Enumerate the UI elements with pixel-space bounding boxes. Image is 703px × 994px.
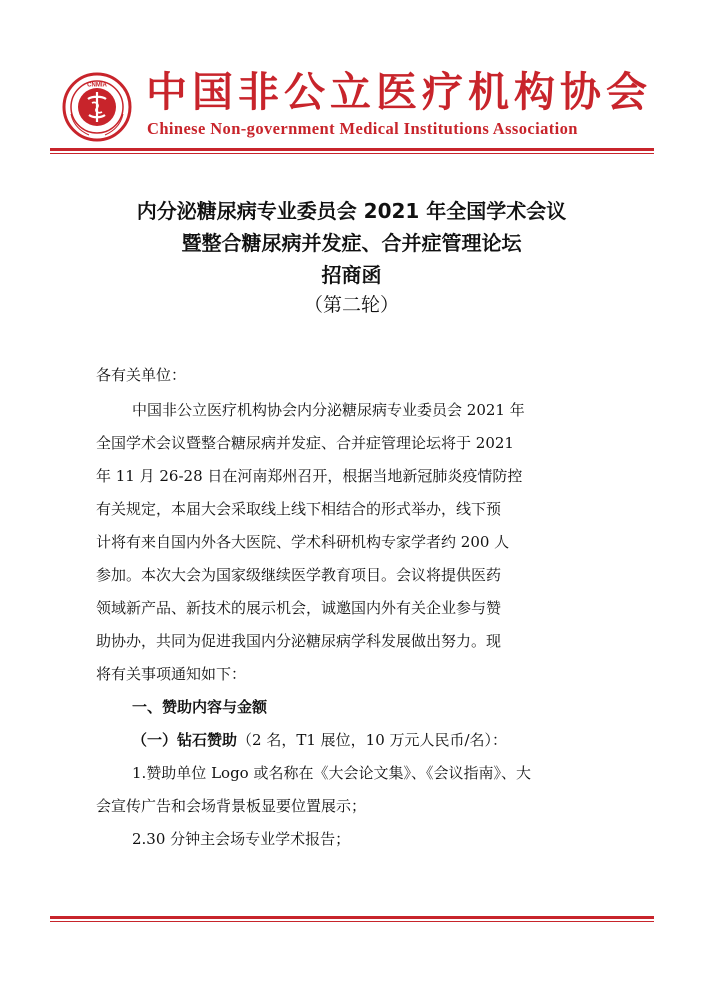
subsection-label: （一）钻石赞助 [132, 731, 238, 749]
doc-title-line2: 暨整合糖尿病并发症、合并症管理论坛 [181, 231, 522, 255]
footer-rule-thick [50, 916, 654, 919]
org-name-en: Chinese Non-government Medical Institutions Association [147, 119, 578, 138]
association-seal-logo [62, 72, 132, 142]
section-heading: 一、赞助内容与金额 [132, 698, 268, 716]
list-item: 2.30 分钟主会场专业学术报告； [132, 830, 351, 848]
paragraph-line: 领域新产品、新技术的展示机会，诚邀国内外有关企业参与赞 [96, 599, 502, 617]
letterhead [62, 60, 652, 145]
paragraph-line: 有关规定，本届大会采取线上线下相结合的形式举办，线下预 [96, 500, 502, 518]
paragraph-line: 全国学术会议暨整合糖尿病并发症、合并症管理论坛将于 2021 [96, 434, 514, 452]
paragraph-line: 计将有来自国内外各大医院、学术科研机构专家学者约 200 人 [96, 533, 510, 551]
list-item: 1.赞助单位 Logo 或名称在《大会论文集》、《会议指南》、大 [132, 764, 531, 782]
paragraph-line: 助协办，共同为促进我国内分泌糖尿病学科发展做出努力。现 [96, 632, 502, 650]
org-name-cn: 中国非公立医疗机构协会 [146, 68, 652, 116]
header-rule-thick [50, 148, 654, 151]
list-item-continuation: 会宣传广告和会场背景板显要位置展示； [96, 797, 367, 815]
header-rule-thin [50, 153, 654, 154]
doc-title-round: （第二轮） [303, 294, 399, 316]
doc-title-line3: 招商函 [321, 263, 382, 287]
subsection-line [132, 729, 507, 751]
salutation: 各有关单位： [96, 366, 187, 384]
paragraph-line: 中国非公立医疗机构协会内分泌糖尿病专业委员会 2021 年 [132, 401, 525, 419]
doc-title-line1: 内分泌糖尿病专业委员会 2021 年全国学术会议 [136, 199, 567, 223]
paragraph-line: 参加。本次大会为国家级继续医学教育项目。会议将提供医药 [96, 566, 502, 584]
subsection-detail: （2 名，T1 展位，10 万元人民币/名）： [237, 731, 508, 749]
paragraph-line: 将有关事项通知如下： [96, 665, 247, 683]
paragraph-line: 年 11 月 26-28 日在河南郑州召开，根据当地新冠肺炎疫情防控 [96, 467, 523, 485]
footer-rule-thin [50, 921, 654, 922]
logo-text: CNMIA [87, 82, 107, 89]
